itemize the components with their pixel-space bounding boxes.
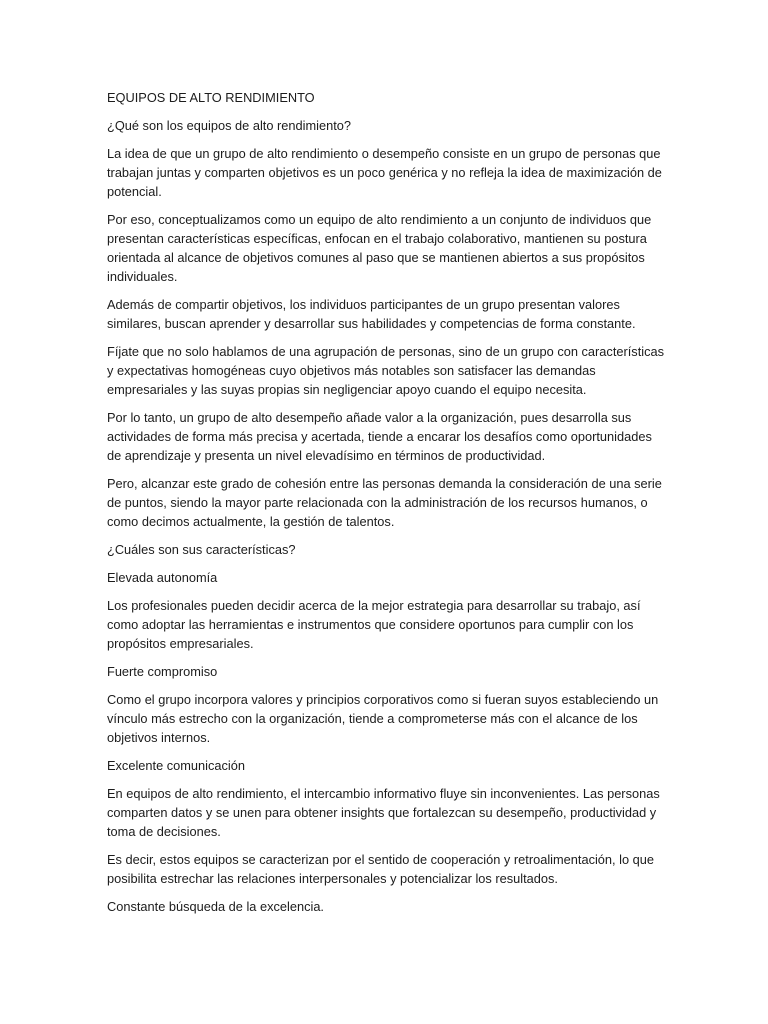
subheading-autonomy: Elevada autonomía	[107, 570, 218, 585]
subheading-excellence: Constante búsqueda de la excelencia.	[107, 899, 324, 914]
paragraph: Como el grupo incorpora valores y principios corporativos como si fueran suyos estableciendo un vínculo más estrecho con la organización, tiende a comprometerse más con el alcance de los objetivos internos.	[107, 692, 659, 745]
paragraph: Es decir, estos equipos se caracterizan por el sentido de cooperación y retroalimentación, lo que posibilita estrechar las relaciones interpersonales y potencializar los resultados.	[107, 852, 655, 886]
paragraph: Además de compartir objetivos, los individuos participantes de un grupo presentan valores similares, buscan aprender y desarrollar sus habilidades y competencias de forma constante.	[107, 297, 636, 331]
paragraph: Los profesionales pueden decidir acerca de la mejor estrategia para desarrollar su trabajo, así como adoptar las herramientas e instrumentos que considere oportunos para cumplir con los propósitos empresariales.	[107, 598, 641, 651]
paragraph: En equipos de alto rendimiento, el intercambio informativo fluye sin inconvenientes. Las personas comparten datos y se unen para obtener insights que fortalezcan su desempeño, productividad y toma de decisiones.	[107, 786, 660, 839]
subheading-commitment: Fuerte compromiso	[107, 664, 218, 679]
paragraph: Por eso, conceptualizamos como un equipo de alto rendimiento a un conjunto de individuos que presentan características específicas, enfocan en el trabajo colaborativo, mantienen su postura orientada al alcance de objetivos comunes al paso que se mantienen abiertos a sus propósitos individuales.	[107, 212, 652, 284]
document-title: EQUIPOS DE ALTO RENDIMIENTO	[107, 90, 315, 105]
paragraph: Pero, alcanzar este grado de cohesión entre las personas demanda la consideración de una serie de puntos, siendo la mayor parte relacionada con la administración de los recursos humanos, o como decimos actualmente, la gestión de talentos.	[107, 476, 662, 529]
paragraph: La idea de que un grupo de alto rendimiento o desempeño consiste en un grupo de personas que trabajan juntas y comparten objetivos es un poco genérica y no refleja la idea de maximización de potencial.	[107, 146, 662, 199]
paragraph: Fíjate que no solo hablamos de una agrupación de personas, sino de un grupo con características y expectativas homogéneas cuyo objetivos más notables son satisfacer las demandas empresariales y las suyas propias sin negligenciar apoyo cuando el equipo necesita.	[107, 344, 665, 397]
subheading-communication: Excelente comunicación	[107, 758, 245, 773]
document-body	[107, 88, 667, 925]
paragraph: Por lo tanto, un grupo de alto desempeño añade valor a la organización, pues desarrolla sus actividades de forma más precisa y acertada, tiende a encarar los desafíos como oportunidades de aprendizaje y presenta un nivel elevadísimo en términos de productividad.	[107, 410, 652, 463]
subheading-characteristics: ¿Cuáles son sus características?	[107, 542, 296, 557]
subheading-what-are: ¿Qué son los equipos de alto rendimiento?	[107, 118, 352, 133]
